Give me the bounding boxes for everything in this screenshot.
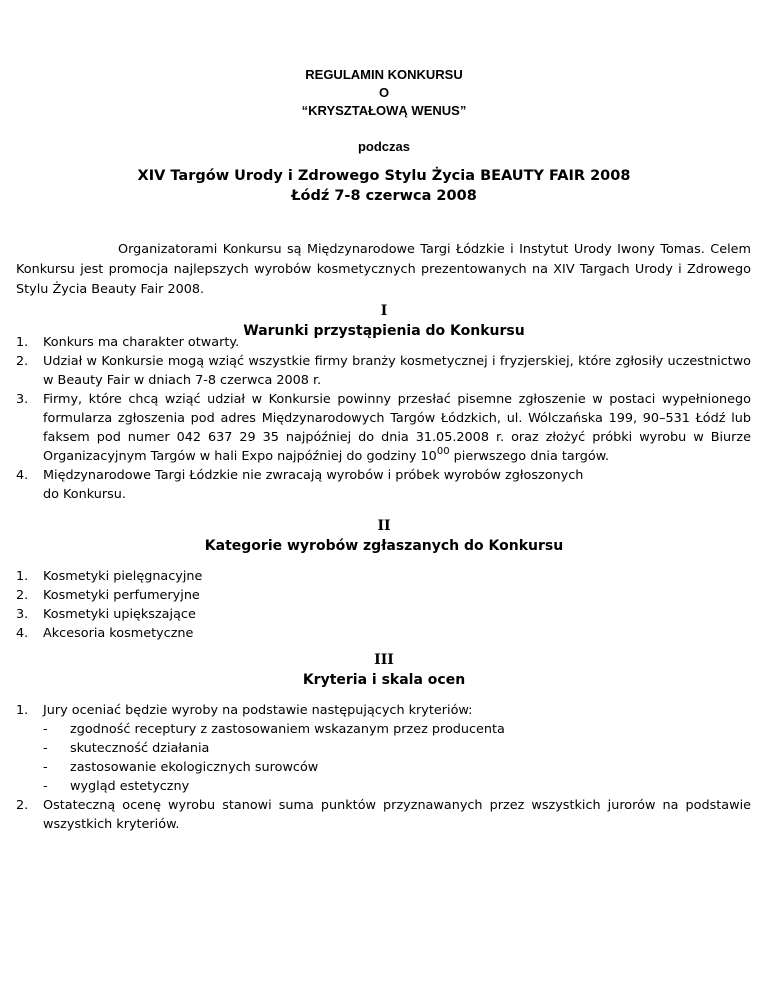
event-line-1: XIV Targów Urody i Zdrowego Stylu Życia BEAUTY FAIR 2008 [137, 168, 631, 184]
item-text: Jury oceniać będzie wyroby na podstawie następujących kryteriów: [43, 703, 473, 718]
criteria-item [43, 720, 751, 739]
dash-marker: - [43, 722, 48, 737]
list-item [16, 333, 751, 352]
intro-paragraph [16, 240, 751, 300]
item-number: 4. [16, 626, 29, 641]
item-number: 1. [16, 335, 29, 350]
item-text-end: pierwszego dnia targów. [449, 449, 610, 464]
item-text: Kosmetyki perfumeryjne [43, 588, 200, 603]
title-podczas [0, 138, 768, 156]
list-item [16, 605, 751, 624]
section-3-list [16, 701, 751, 834]
title-line-3: “KRYSZTAŁOWĄ WENUS” [301, 103, 467, 118]
item-text: Konkurs ma charakter otwarty. [43, 335, 240, 350]
item-text: Międzynarodowe Targi Łódzkie nie zwracają wyrobów i próbek wyrobów zgłoszonych [43, 468, 584, 483]
list-item [16, 352, 751, 390]
criteria-list [43, 720, 751, 796]
dash-marker: - [43, 760, 48, 775]
list-item [16, 796, 751, 834]
item-text: Ostateczną ocenę wyrobu stanowi suma punktów przyznawanych przez wszystkich jurorów na podstawie wszystkich kryteriów. [43, 798, 751, 832]
item-text-end: do Konkursu. [43, 487, 126, 502]
list-item [16, 586, 751, 605]
dash-marker: - [43, 741, 48, 756]
criteria-text: skuteczność działania [70, 741, 210, 756]
intro-text: Organizatorami Konkursu są Międzynarodowe Targi Łódzkie i Instytut Urody Iwony Tomas. Celem Konkursu jest promocja najlepszych wyrobów kosmetycznych prezentowanych na XIV Targach Urody i Zdrowego Stylu Życia Beauty Fair 2008. [16, 242, 751, 297]
superscript-hour: 00 [436, 446, 450, 457]
section-2-heading [0, 516, 768, 556]
item-number: 3. [16, 392, 29, 407]
podczas-text: podczas [357, 139, 410, 154]
dash-marker: - [43, 779, 48, 794]
item-text: Akcesoria kosmetyczne [43, 626, 194, 641]
title-line-1: REGULAMIN KONKURSU [305, 67, 463, 82]
item-number: 4. [16, 468, 29, 483]
section-3-heading [0, 650, 768, 690]
event-line-2: Łódź 7-8 czerwca 2008 [291, 188, 477, 204]
criteria-text: wygląd estetyczny [70, 779, 190, 794]
list-item [16, 466, 751, 504]
item-text: Kosmetyki pielęgnacyjne [43, 569, 203, 584]
list-item [16, 390, 751, 466]
section-2-roman: II [377, 518, 391, 534]
criteria-text: zgodność receptury z zastosowaniem wskazanym przez producenta [70, 722, 505, 737]
section-2-list [16, 567, 751, 643]
title-line-2: O [378, 85, 390, 100]
section-1-list [16, 333, 751, 504]
item-number: 3. [16, 607, 29, 622]
list-item [16, 624, 751, 643]
section-3-title: Kryteria i skala ocen [302, 672, 466, 688]
section-2-title: Kategorie wyrobów zgłaszanych do Konkursu [204, 538, 564, 554]
criteria-text: zastosowanie ekologicznych surowców [70, 760, 319, 775]
criteria-item [43, 777, 751, 796]
section-1-title: Warunki przystąpienia do Konkursu [243, 323, 525, 339]
list-item [16, 567, 751, 586]
item-text: Udział w Konkursie mogą wziąć wszystkie firmy branży kosmetycznej i fryzjerskiej, które zgłosiły uczestnictwo w Beauty Fair w dniach 7-8 czerwca 2008 r. [43, 354, 751, 388]
event-title [0, 166, 768, 206]
item-text: Kosmetyki upiększające [43, 607, 196, 622]
item-number: 1. [16, 569, 29, 584]
list-item [16, 701, 751, 796]
section-1-roman: I [380, 303, 388, 319]
item-number: 2. [16, 354, 29, 369]
item-number: 2. [16, 798, 29, 813]
criteria-item [43, 758, 751, 777]
criteria-item [43, 739, 751, 758]
item-number: 1. [16, 703, 29, 718]
item-number: 2. [16, 588, 29, 603]
item-text: Firmy, które chcą wziąć udział w Konkursie powinny przesłać pisemne zgłoszenie w postaci wypełnionego formularza zgłoszenia pod adres Międzynarodowych Targów Łódzkich, ul. Wólczańska 199, 90–531 Łódź lub faksem pod numer 042 637 29 35 najpóźniej do dnia 31.05.2008 r. oraz złożyć próbki wyrobu w Biurze Organizacyjnym Targów w hali Expo najpóźniej do godziny 10 [43, 392, 751, 464]
document-title [0, 66, 768, 120]
section-3-roman: III [374, 652, 394, 668]
